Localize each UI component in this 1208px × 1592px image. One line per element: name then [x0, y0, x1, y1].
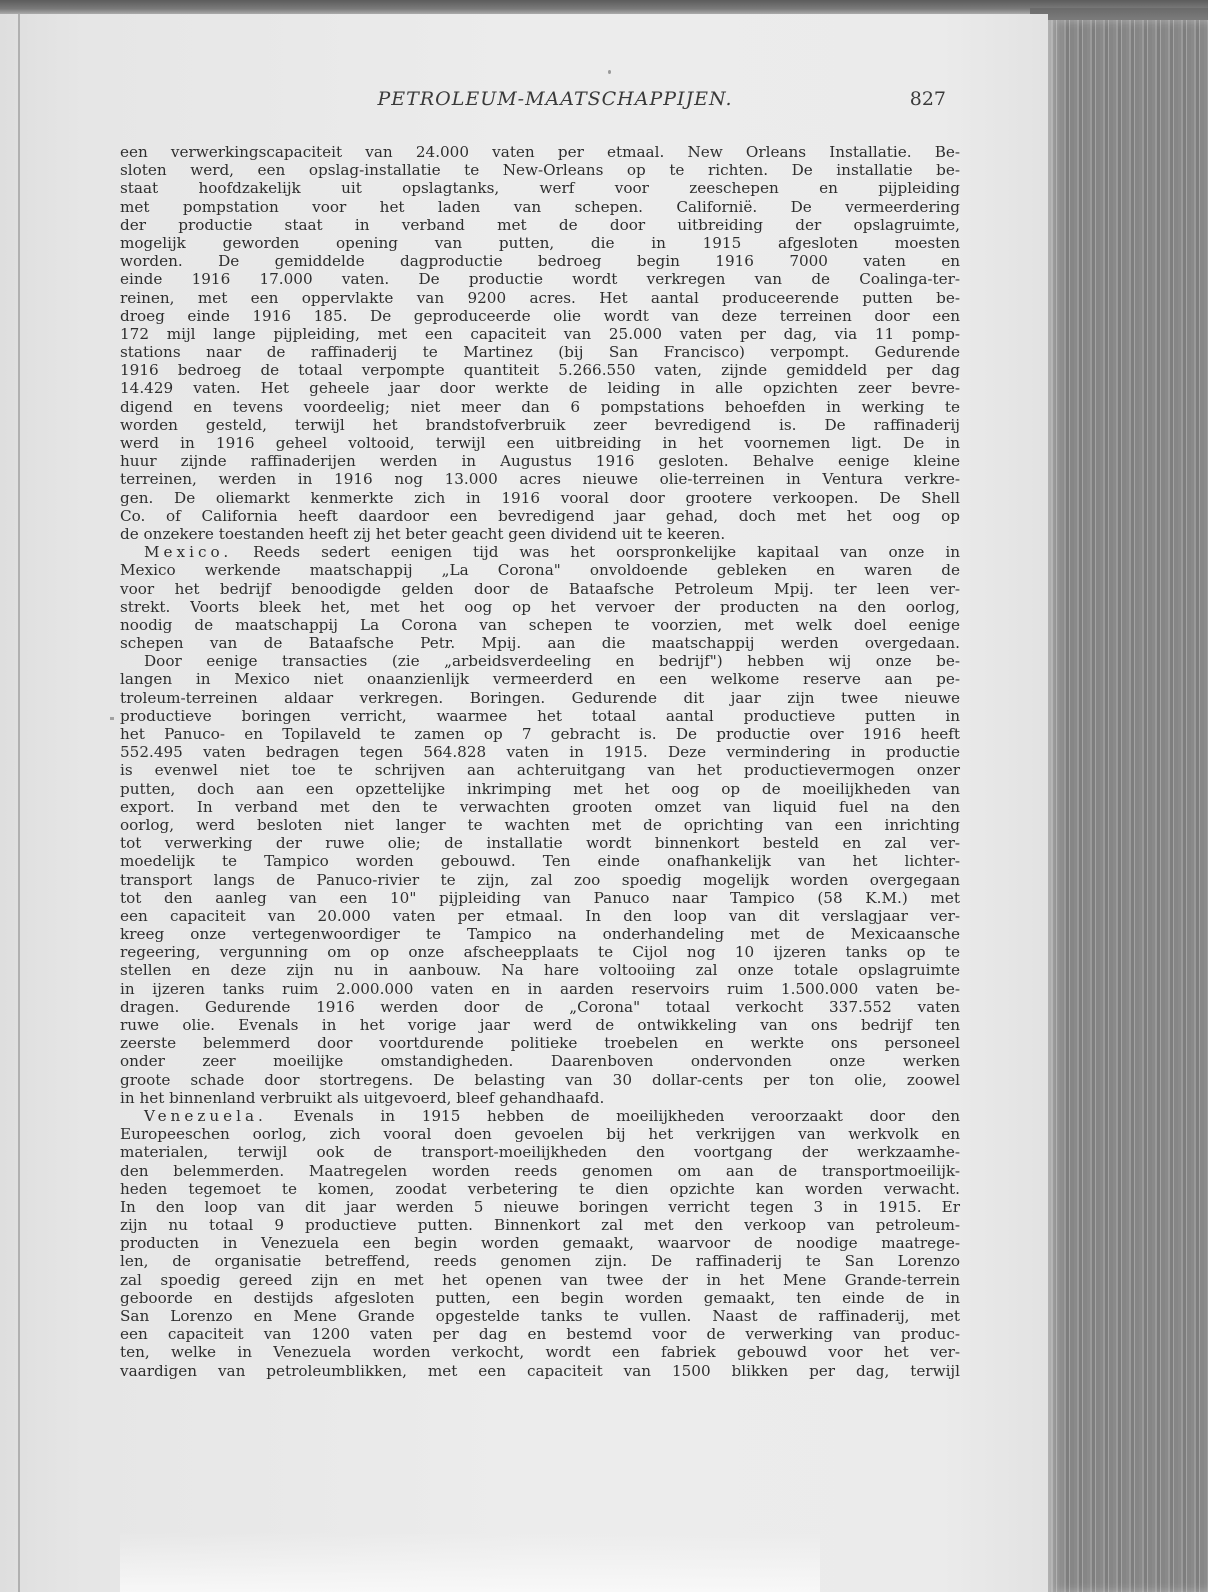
book-page-edges: [1048, 20, 1208, 1592]
running-title: PETROLEUM-MAATSCHAPPIJEN.: [377, 88, 733, 110]
text-line: moedelijk te Tampico worden gebouwd. Ten einde onafhankelijk van het lichter-: [120, 852, 960, 871]
text-line: een verwerkingscapaciteit van 24.000 vaten per etmaal. New Orleans Installatie. Be-: [120, 143, 960, 161]
text-run: Evenals in 1915 hebben de moeilijkheden veroorzaakt door den: [293, 1106, 961, 1125]
text-line: worden. De gemiddelde dagproductie bedroeg begin 1916 7000 vaten en: [120, 252, 960, 271]
text-line: is evenwel niet toe te schrijven aan achteruitgang van het productievermogen onzer: [120, 761, 960, 780]
text-line: huur zijnde raffinaderijen werden in Augustus 1916 gesloten. Behalve eenige kleine: [120, 452, 960, 471]
text-line: stellen en deze zijn nu in aanbouw. Na hare voltooiing zal onze totale opslagruimte: [120, 961, 960, 980]
page-lighting: [120, 1532, 820, 1592]
text-line: 14.429 vaten. Het geheele jaar door werkte de leiding in alle opzichten zeer bevre-: [120, 379, 960, 398]
text-line: strekt. Voorts bleek het, met het oog op het vervoer der producten na den oorlog,: [120, 597, 960, 616]
text-line: export. In verband met den te verwachten grooten omzet van liquid fuel na den: [120, 797, 960, 816]
text-line: 552.495 vaten bedragen tegen 564.828 vaten in 1915. Deze vermindering in productie: [120, 743, 960, 762]
text-line: Europeeschen oorlog, zich vooral doen gevoelen bij het verkrijgen van werkvolk en: [120, 1125, 960, 1144]
text-line: oorlog, werd besloten niet langer te wachten met de oprichting van een inrichting: [120, 815, 960, 834]
text-line: troleum-terreinen aldaar verkregen. Boringen. Gedurende dit jaar zijn twee nieuwe: [120, 688, 960, 707]
text-line: groote schade door stortregens. De belasting van 30 dollar-cents per ton olie, zoowel: [120, 1070, 960, 1089]
text-line: tot verwerking der ruwe olie; de installatie wordt binnenkort besteld en zal ver-: [120, 834, 960, 853]
text-line: zijn nu totaal 9 productieve putten. Binnenkort zal met den verkoop van petroleum-: [120, 1216, 960, 1235]
text-line: langen in Mexico niet onaanzienlijk vermeerderd en een welkome reserve aan pe-: [120, 670, 960, 689]
text-line: staat hoofdzakelijk uit opslagtanks, werf voor zeeschepen en pijpleiding: [120, 179, 960, 198]
section-head-venezuela: Venezuela.: [144, 1106, 267, 1125]
text-line: productieve boringen verricht, waarmee het totaal aantal productieve putten in: [120, 706, 960, 725]
page-fold-line: [18, 14, 20, 1592]
text-line: 172 mijl lange pijpleiding, met een capaciteit van 25.000 vaten per dag, via 11 pomp-: [120, 324, 960, 343]
page-number: 827: [909, 88, 946, 110]
body-text: [120, 143, 960, 1380]
text-line: gen. De oliemarkt kenmerkte zich in 1916 vooral door grootere verkoopen. De Shell: [120, 488, 960, 507]
text-line: reinen, met een oppervlakte van 9200 acres. Het aantal produceerende putten be-: [120, 288, 960, 307]
text-line: zal spoedig gereed zijn en met het openen van twee der in het Mene Grande-terrein: [120, 1270, 960, 1289]
text-line: het Panuco- en Topilaveld te zamen op 7 gebracht is. De productie over 1916 heeft: [120, 725, 960, 743]
text-line: stations naar de raffinaderij te Martinez (bij San Francisco) verpompt. Gedurende: [120, 343, 960, 362]
text-line: Door eenige transacties (zie „arbeidsverdeeling en bedrijf") hebben wij onze be-: [144, 652, 960, 671]
section-head-mexico: Mexico.: [144, 543, 233, 562]
text-line: vaardigen van petroleumblikken, met een capaciteit van 1500 blikken per dag, terwijl: [120, 1361, 960, 1380]
text-line: schepen van de Bataafsche Petr. Mpij. aan die maatschappij werden overgedaan.: [120, 634, 960, 653]
paragraph-venezuela: [120, 1107, 960, 1125]
text-line: sloten werd, een opslag-installatie te New-Orleans op te richten. De installatie be-: [120, 161, 960, 180]
text-line: In den loop van dit jaar werden 5 nieuwe boringen verricht tegen 3 in 1915. Er: [120, 1197, 960, 1216]
text-line: heden tegemoet te komen, zoodat verbetering te dien opzichte kan worden verwacht.: [120, 1179, 960, 1198]
text-line: 1916 bedroeg de totaal verpompte quantiteit 5.266.550 vaten, zijnde gemiddeld per dag: [120, 361, 960, 380]
text-line: onder zeer moeilijke omstandigheden. Daarenboven ondervonden onze werken: [120, 1052, 960, 1071]
text-line: Co. of California heeft daardoor een bevredigend jaar gehad, doch met het oog op: [120, 506, 960, 525]
text-line: geboorde en destijds afgesloten putten, een begin worden gemaakt, ten einde de in: [120, 1288, 960, 1307]
text-line: een capaciteit van 1200 vaten per dag en bestemd voor de verwerking van produc-: [120, 1325, 960, 1344]
text-line: worden gesteld, terwijl het brandstofverbruik zeer bevredigend is. De raffinaderij: [120, 415, 960, 434]
text-run: Reeds sedert eenigen tijd was het oorspronkelijke kapitaal van onze in: [253, 543, 960, 562]
text-line: in het binnenland verbruikt als uitgevoerd, bleef gehandhaafd.: [120, 1088, 605, 1107]
paragraph-mexico: [120, 543, 960, 561]
text-line: den belemmerden. Maatregelen worden reeds genomen om aan de transportmoeilijk-: [120, 1161, 960, 1180]
text-line: in ijzeren tanks ruim 2.000.000 vaten en in aarden reservoirs ruim 1.500.000 vaten be-: [120, 979, 960, 998]
text-line: zeerste belemmerd door voortdurende politieke troebelen en werkte ons personeel: [120, 1034, 960, 1053]
text-line: ruwe olie. Evenals in het vorige jaar werd de ontwikkeling van ons bedrijf ten: [120, 1016, 960, 1034]
text-line: mogelijk geworden opening van putten, die in 1915 afgesloten moesten: [120, 233, 960, 252]
text-line: voor het bedrijf benoodigde gelden door de Bataafsche Petroleum Mpij. ter leen ver-: [120, 579, 960, 598]
text-line: terreinen, werden in 1916 nog 13.000 acres nieuwe olie-terreinen in Ventura verkre-: [120, 470, 960, 489]
text-line: noodig de maatschappij La Corona van schepen te voorzien, met welk doel eenige: [120, 615, 960, 634]
text-line: len, de organisatie betreffend, reeds genomen zijn. De raffinaderij te San Lorenzo: [120, 1252, 960, 1271]
text-line: met pompstation voor het laden van schepen. Californië. De vermeerdering: [120, 197, 960, 216]
text-line: putten, doch aan een opzettelijke inkrimping met het oog op de moeilijkheden van: [120, 779, 960, 798]
text-line: materialen, terwijl ook de transport-moeilijkheden den voortgang der werkzaamhe-: [120, 1143, 960, 1162]
text-line: de onzekere toestanden heeft zij het beter geacht geen dividend uit te keeren.: [120, 524, 726, 543]
text-line: San Lorenzo en Mene Grande opgestelde tanks te vullen. Naast de raffinaderij, met: [120, 1307, 960, 1325]
margin-mark: [110, 717, 114, 720]
text-line: transport langs de Panuco-rivier te zijn, zal zoo spoedig mogelijk worden overgegaan: [120, 870, 960, 889]
text-line: kreeg onze vertegenwoordiger te Tampico na onderhandeling met de Mexicaansche: [120, 925, 960, 944]
text-line: droeg einde 1916 185. De geproduceerde olie wordt van deze terreinen door een: [120, 306, 960, 325]
text-line: een capaciteit van 20.000 vaten per etmaal. In den loop van dit verslagjaar ver-: [120, 906, 960, 925]
text-line: producten in Venezuela een begin worden gemaakt, waarvoor de noodige maatrege-: [120, 1234, 960, 1253]
text-line: ten, welke in Venezuela worden verkocht, wordt een fabriek gebouwd voor het ver-: [120, 1343, 960, 1362]
text-line: dragen. Gedurende 1916 werden door de „Corona" totaal verkocht 337.552 vaten: [120, 997, 960, 1016]
text-line: digend en tevens voordeelig; niet meer dan 6 pompstations behoefden in werking te: [120, 397, 960, 416]
text-line: Mexico werkende maatschappij „La Corona" onvoldoende gebleken en waren de: [120, 561, 960, 580]
text-line: tot den aanleg van een 10" pijpleiding van Panuco naar Tampico (58 K.M.) met: [120, 888, 960, 907]
text-line: werd in 1916 geheel voltooid, terwijl een uitbreiding in het voornemen ligt. De in: [120, 434, 960, 452]
page-header: [120, 88, 950, 118]
scan-speck: [608, 70, 611, 74]
text-line: einde 1916 17.000 vaten. De productie wordt verkregen van de Coalinga-ter-: [120, 270, 960, 289]
text-line: regeering, vergunning om op onze afscheepplaats te Cijol nog 10 ijzeren tanks op te: [120, 943, 960, 962]
text-line: der productie staat in verband met de door uitbreiding der opslagruimte,: [120, 215, 960, 234]
